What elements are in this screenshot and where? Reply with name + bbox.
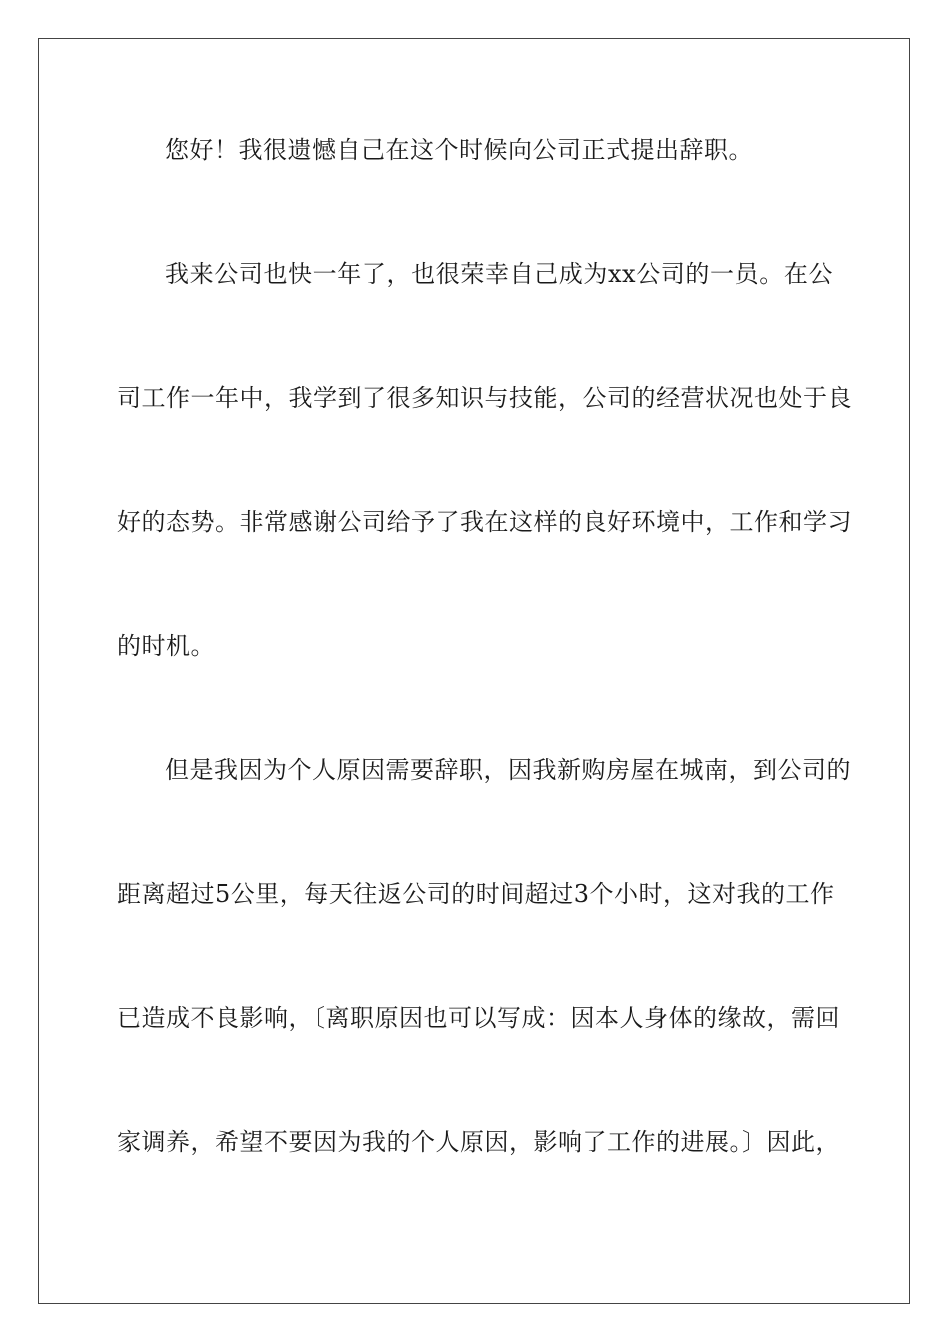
paragraph-2-line-4: 的时机。 <box>117 632 215 660</box>
paragraph-2-line-1: 我来公司也快一年了，也很荣幸自己成为xx公司的一员。在公 <box>165 260 833 288</box>
paragraph-3-line-1: 但是我因为个人原因需要辞职，因我新购房屋在城南，到公司的 <box>165 756 851 784</box>
paragraph-3-line-2: 距离超过5公里，每天往返公司的时间超过3个小时，这对我的工作 <box>117 880 835 908</box>
paragraph-2-line-3: 好的态势。非常感谢公司给予了我在这样的良好环境中，工作和学习 <box>117 508 852 536</box>
paragraph-greeting-line: 您好！我很遗憾自己在这个时候向公司正式提出辞职。 <box>165 136 753 164</box>
paragraph-3-line-3: 已造成不良影响，〔离职原因也可以写成：因本人身体的缘故，需回 <box>117 1004 840 1032</box>
paragraph-2-line-2: 司工作一年中，我学到了很多知识与技能，公司的经营状况也处于良 <box>117 384 852 412</box>
paragraph-3-line-4: 家调养，希望不要因为我的个人原因，影响了工作的进展。〕因此， <box>117 1128 840 1156</box>
page-border <box>38 38 910 1304</box>
